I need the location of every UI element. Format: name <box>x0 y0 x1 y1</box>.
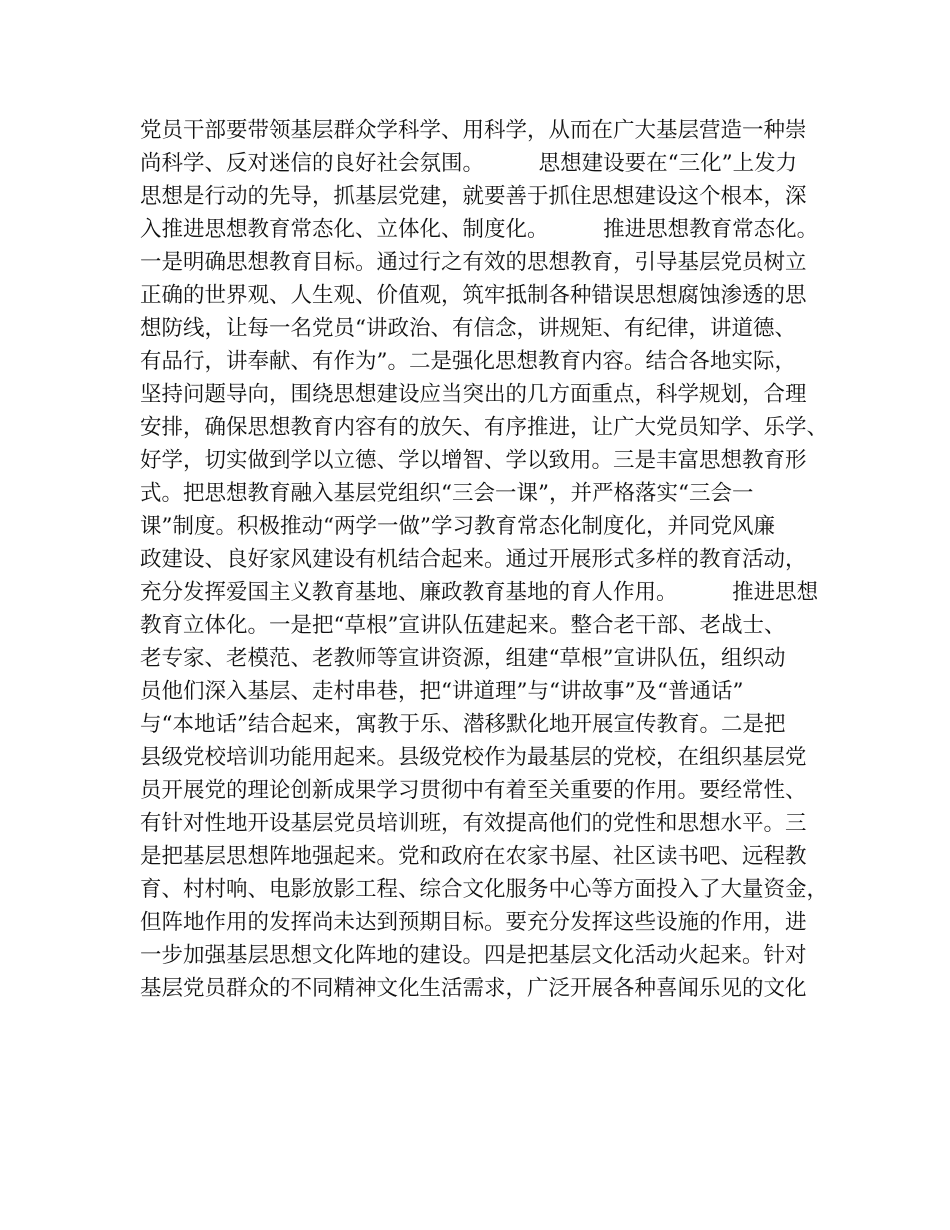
text-line: 一是明确思想教育目标。通过行之有效的思想教育，引导基层党员树立 <box>140 250 807 275</box>
text-line: 与“本地话”结合起来，寓教于乐、潜移默化地开展宣传教育。二是把 <box>140 712 786 737</box>
text-line: 想防线，让每一名党员“讲政治、有信念，讲规矩、有纪律，讲道德、 <box>140 316 796 341</box>
text-line: 式。把思想教育融入基层党组织“三会一课”，并严格落实“三会一 <box>140 481 754 506</box>
text-line: 坚持问题导向，围绕思想建设应当突出的几方面重点，科学规划，合理 <box>140 382 807 407</box>
text-line: 有针对性地开设基层党员培训班，有效提高他们的党性和思想水平。三 <box>140 811 807 836</box>
text-line: 正确的世界观、人生观、价值观，筑牢抵制各种错误思想腐蚀渗透的思 <box>140 283 807 308</box>
text-line: 尚科学、反对迷信的良好社会氛围。 思想建设要在“三化”上发力 <box>140 151 798 176</box>
text-line: 有品行，讲奉献、有作为”。二是强化思想教育内容。结合各地实际， <box>140 349 796 374</box>
text-line: 课”制度。积极推动“两学一做”学习教育常态化制度化，并同党风廉 <box>140 514 775 539</box>
text-line: 老专家、老模范、老教师等宣讲资源，组建“草根”宣讲队伍，组织动 <box>140 646 786 671</box>
text-line: 教育立体化。一是把“草根”宣讲队伍建起来。整合老干部、老战士、 <box>140 613 786 638</box>
text-line: 党员干部要带领基层群众学科学、用科学，从而在广大基层营造一种崇 <box>140 118 807 143</box>
text-line: 好学，切实做到学以立德、学以增智、学以致用。三是丰富思想教育形 <box>140 448 807 473</box>
text-line: 但阵地作用的发挥尚未达到预期目标。要充分发挥这些设施的作用，进 <box>140 910 807 935</box>
text-line: 安排，确保思想教育内容有的放矢、有序推进，让广大党员知学、乐学、 <box>140 415 829 440</box>
text-line: 充分发挥爱国主义教育基地、廉政教育基地的育人作用。 推进思想 <box>140 580 819 605</box>
text-line: 育、村村响、电影放影工程、综合文化服务中心等方面投入了大量资金， <box>140 877 829 902</box>
text-line: 县级党校培训功能用起来。县级党校作为最基层的党校，在组织基层党 <box>140 745 807 770</box>
text-line: 是把基层思想阵地强起来。党和政府在农家书屋、社区读书吧、远程教 <box>140 844 807 869</box>
text-line: 政建设、良好家风建设有机结合起来。通过开展形式多样的教育活动， <box>140 547 807 572</box>
text-line: 员他们深入基层、走村串巷，把“讲道理”与“讲故事”及“普通话” <box>140 679 744 704</box>
document-body-text <box>140 114 830 1005</box>
text-line: 思想是行动的先导，抓基层党建，就要善于抓住思想建设这个根本，深 <box>140 184 807 209</box>
text-line: 一步加强基层思想文化阵地的建设。四是把基层文化活动火起来。针对 <box>140 943 807 968</box>
text-line: 基层党员群众的不同精神文化生活需求，广泛开展各种喜闻乐见的文化 <box>140 976 807 1001</box>
text-line: 入推进思想教育常态化、立体化、制度化。 推进思想教育常态化。 <box>140 217 819 242</box>
text-line: 员开展党的理论创新成果学习贯彻中有着至关重要的作用。要经常性、 <box>140 778 807 803</box>
